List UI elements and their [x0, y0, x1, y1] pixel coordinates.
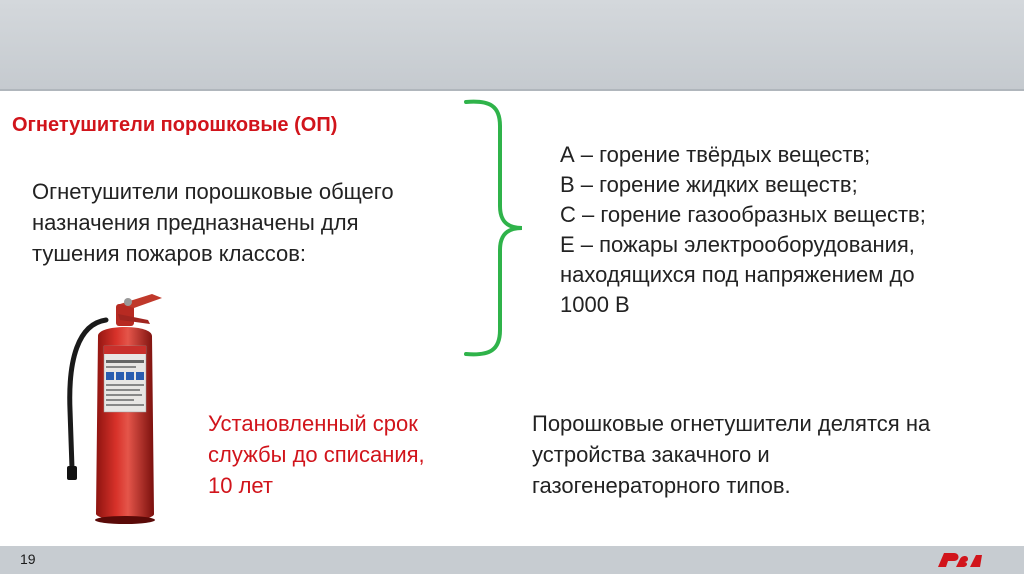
service-life-line: 10 лет: [208, 473, 274, 498]
types-line: устройства закачного и: [532, 442, 770, 467]
fire-class-item: 1000 В: [560, 292, 630, 317]
intro-line: Огнетушители порошковые общего: [32, 179, 394, 204]
intro-text: [32, 176, 472, 269]
fire-class-item: В – горение жидких веществ;: [560, 172, 858, 197]
service-life-line: службы до списания,: [208, 442, 425, 467]
fire-class-item: А – горение твёрдых веществ;: [560, 142, 871, 167]
intro-line: тушения пожаров классов:: [32, 241, 307, 266]
slide-title: Огнетушители порошковые (ОП): [12, 114, 338, 136]
header-divider: [0, 89, 1024, 91]
types-line: газогенераторного типов.: [532, 473, 791, 498]
fire-classes-list: [560, 140, 1020, 320]
header-band: [0, 0, 1024, 90]
rzd-logo-icon: [934, 549, 986, 571]
slide-number: 19: [20, 551, 36, 567]
service-life-line: Установленный срок: [208, 411, 418, 436]
types-line: Порошковые огнетушители делятся на: [532, 411, 931, 436]
footer-band: [0, 546, 1024, 574]
curly-brace-icon: [460, 96, 530, 360]
fire-class-item: С – горение газообразных веществ;: [560, 202, 926, 227]
fire-extinguisher-icon: [58, 290, 180, 540]
fire-class-item: находящихся под напряжением до: [560, 262, 915, 287]
extinguisher-types-text: [532, 408, 930, 501]
fire-class-item: Е – пожары электрооборудования,: [560, 232, 915, 257]
intro-line: назначения предназначены для: [32, 210, 359, 235]
service-life-text: [208, 408, 425, 501]
